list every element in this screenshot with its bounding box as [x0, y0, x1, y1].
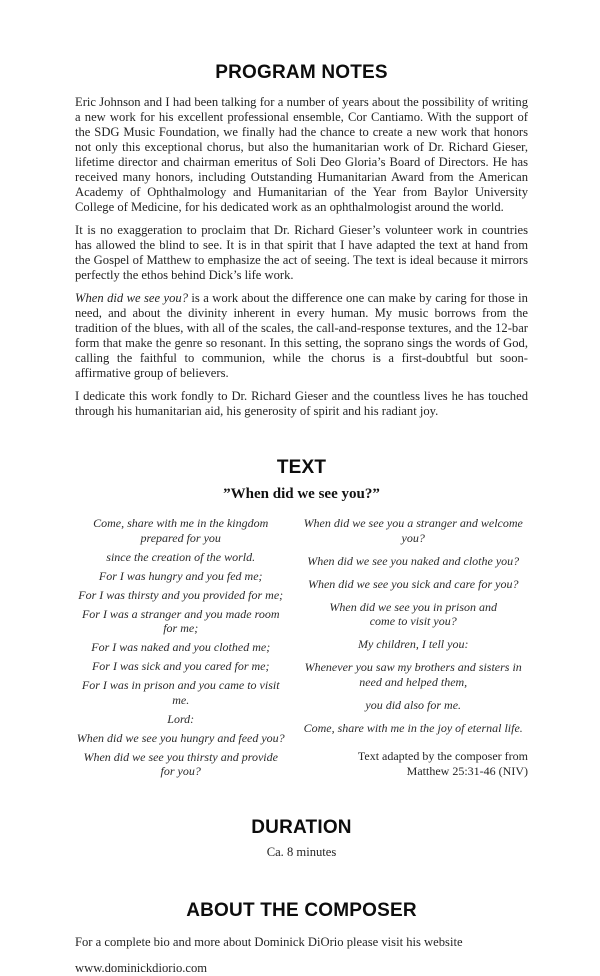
lyric-line: prepared for you — [140, 530, 221, 545]
lyric-line: Lord: — [167, 711, 195, 726]
about-composer-text: For a complete bio and more about Dominick DiOrio please visit his website — [75, 935, 463, 949]
about-composer-heading: ABOUT THE COMPOSER — [186, 900, 417, 921]
lyric-line: need and helped them, — [359, 674, 468, 689]
lyric-stanza — [75, 588, 286, 603]
lyric-stanza — [75, 640, 286, 655]
text-attribution — [298, 749, 528, 779]
lyric-line: Come, share with me in the joy of eternal life. — [303, 720, 523, 735]
lyric-stanza — [75, 569, 286, 584]
lyric-stanza — [75, 659, 286, 674]
lyric-line: Whenever you saw my brothers and sisters in — [304, 660, 522, 674]
attribution-line: Text adapted by the composer from — [357, 749, 528, 763]
composer-website-url: www.dominickdiorio.com — [75, 961, 208, 975]
lyric-line: When did we see you thirsty and provide for you? — [83, 749, 278, 778]
lyric-line: For I was a stranger and you made room for me; — [81, 606, 280, 635]
lyric-stanza — [75, 516, 286, 545]
lyric-stanza — [75, 550, 286, 565]
lyric-line: For I was hungry and you fed me; — [98, 568, 263, 583]
program-notes-paragraph-2: It is no exaggeration to proclaim that Dr. Richard Gieser’s volunteer work in countries has allowed the blind to see. It is in that spirit that I have adapted the text at hand from the Gospel of Matthew to emphasize the act of seeing. The text is ideal because it mirrors perfectly the ethos behind Dick’s life work. — [75, 223, 528, 282]
lyric-line: For I was thirsty and you provided for me; — [78, 587, 284, 602]
lyric-line: When did we see you a stranger and welcome you? — [303, 516, 523, 545]
program-notes-paragraph-3 — [75, 291, 528, 381]
duration-value: Ca. 8 minutes — [266, 845, 337, 859]
lyric-line: Come, share with me in the kingdom — [93, 516, 269, 530]
lyric-stanza — [75, 678, 286, 707]
lyric-stanza — [75, 731, 286, 746]
text-section-subtitle: ”When did we see you?” — [223, 486, 380, 502]
paragraph-3-text: is a work about the difference one can make by caring for those in need, and about the divinity inherent in every human. My music borrows from the tradition of the blues, with all of the scales, the call-and-response textures, and the 12-bar form that make the genre so resonant. In this setting, the soprano sings the words of God, calling the faithful to communion, while the chorus is a first-doubtful but soon-affirmative group of believers. — [75, 291, 528, 380]
program-notes-paragraph-1: Eric Johnson and I had been talking for a number of years about the possibility of writing a new work for his excellent professional ensemble, Cor Cantiamo. With the support of the SDG Music Foundation, we finally had the chance to create a new work that honors not only this exceptional chorus, but also the humanitarian work of Dr. Richard Gieser, lifetime director and chairman emeritus of Soli Deo Gloria’s Board of Directors. He has received many honors, including Outstanding Humanitarian Award from the American Academy of Ophthalmology and Humanitarian of the Year from Baylor University College of Medicine, for his dedicated work as an ophthalmologist around the world. — [75, 95, 528, 214]
lyric-line: For I was in prison and you came to visit me. — [81, 678, 280, 707]
lyric-line: For I was sick and you cared for me; — [91, 659, 270, 673]
attribution-line: Matthew 25:31-46 (NIV) — [406, 764, 528, 778]
lyric-stanza — [298, 516, 528, 545]
lyric-stanza — [298, 721, 528, 736]
lyric-line: For I was naked and you clothed me; — [91, 640, 271, 654]
work-title-italic: When did we see you? — [75, 291, 188, 305]
lyric-stanza — [298, 600, 528, 629]
lyric-line: you did also for me. — [365, 697, 462, 712]
lyrics-columns — [75, 516, 528, 783]
lyric-line: since the creation of the world. — [106, 549, 256, 564]
lyrics-left-column — [75, 516, 292, 783]
lyric-stanza — [298, 698, 528, 713]
lyric-line: When did we see you in prison and — [329, 599, 498, 614]
lyric-stanza — [75, 750, 286, 779]
program-notes-heading: PROGRAM NOTES — [215, 62, 388, 83]
lyric-stanza — [298, 577, 528, 592]
lyrics-right-column — [292, 516, 528, 783]
lyric-stanza — [75, 712, 286, 727]
lyric-stanza — [75, 607, 286, 636]
lyric-stanza — [298, 637, 528, 652]
lyric-line: come to visit you? — [369, 614, 457, 628]
lyric-line: When did we see you naked and clothe you? — [307, 553, 520, 568]
lyric-line: When did we see you sick and care for you? — [307, 576, 519, 591]
program-notes-paragraph-4: I dedicate this work fondly to Dr. Richard Gieser and the countless lives he has touched through his humanitarian aid, his generosity of spirit and his radiant joy. — [75, 389, 528, 418]
lyric-line: When did we see you hungry and feed you? — [76, 730, 285, 745]
lyric-stanza — [298, 554, 528, 569]
duration-heading: DURATION — [251, 817, 352, 838]
text-section-heading: TEXT — [276, 457, 327, 478]
lyric-stanza — [298, 660, 528, 689]
lyric-line: My children, I tell you: — [357, 637, 469, 651]
